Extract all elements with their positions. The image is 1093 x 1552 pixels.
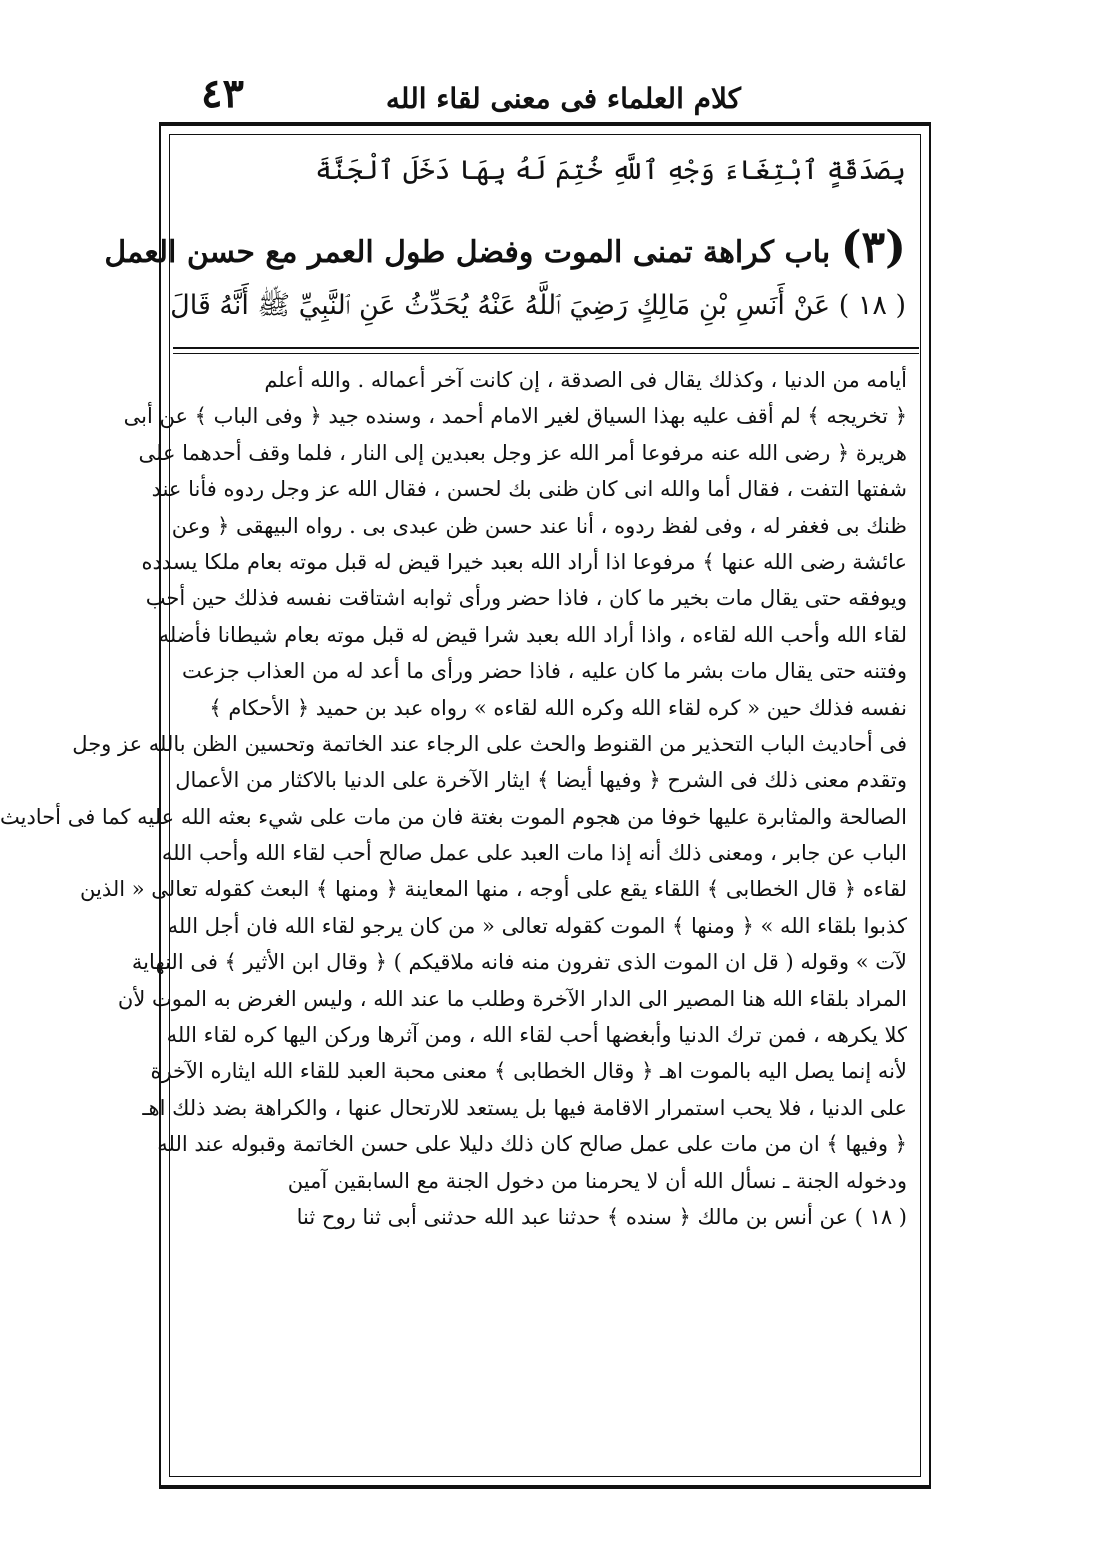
hadith-text-end: بِصَدَقَةٍ ٱبْتِغَاءَ وَجْهِ ٱللَّهِ خُتِمَ لَهُ بِهَا دَخَلَ ٱلْجَنَّةَ [315,155,906,186]
commentary-line: المراد بلقاء الله هنا المصير الى الدار الآخرة وطلب ما عند الله ، وليس الغرض به الموت لأن [117,986,907,1011]
page-header [151,70,971,130]
commentary-line: شفتها التفت ، فقال أما والله انى كان ظنى بك لحسن ، فقال الله عز وجل ردوه فأنا عند [151,477,907,502]
chapter-number: (٣) [840,222,906,273]
commentary-line: لآت » وقوله ( قل ان الموت الذى تفرون منه فانه ملاقيكم ) ﴿ وقال ابن الأثير ﴾ فى النهاية [131,950,907,975]
chapter-title: باب كراهة تمنى الموت وفضل طول العمر مع حسن العمل [104,235,831,270]
commentary-line: وفتنه حتى يقال مات بشر ما كان عليه ، فاذا حضر ورأى ما أعد له من العذاب جزعت [181,659,907,684]
commentary-line: لقاءه ﴿ قال الخطابى ﴾ اللقاء يقع على أوجه ، منها المعاينة ﴿ ومنها ﴾ البعث كقوله تعالى « الذين [80,877,907,902]
hadith-text-start: ( ١٨ ) عَنْ أَنَسِ بْنِ مَالِكٍ رَضِيَ ٱللَّهُ عَنْهُ يُحَدِّثُ عَنِ ٱلنَّبِيِّ ﷺ أَنَّهُ قَالَ [170,290,906,321]
commentary-line: ﴿ تخريجه ﴾ لم أقف عليه بهذا السياق لغير الامام أحمد ، وسنده جيد ﴿ وفى الباب ﴾ عن أبى [123,404,907,429]
chapter-heading [104,222,906,273]
commentary-line: لقاء الله وأحب الله لقاءه ، واذا أراد الله بعبد شرا قيض له قبل موته بعام شيطانا فأضله [158,622,907,647]
commentary-line: ظنك بى فغفر له ، وفى لفظ ردوه ، أنا عند حسن ظن عبدى بى . رواه البيهقى ﴿ وعن [171,513,907,538]
commentary-line: الصالحة والمثابرة عليها خوفا من هجوم الموت بغتة فان من مات على شيء بعثه الله عليه كما فى أحاديث [0,804,907,829]
page-number: ٤٣ [201,70,244,117]
commentary-line: فى أحاديث الباب التحذير من القنوط والحث على الرجاء عند الخاتمة وتحسين الظن بالله عز وجل [72,731,907,756]
commentary-line: وتقدم معنى ذلك فى الشرح ﴿ وفيها أيضا ﴾ ايثار الآخرة على الدنيا بالاكثار من الأعمال [175,768,907,793]
commentary-line: ﴿ وفيها ﴾ ان من مات على عمل صالح كان ذلك دليلا على حسن الخاتمة وقبوله عند الله [157,1132,907,1157]
running-title: كلام العلماء فى معنى لقاء الله [385,82,741,115]
commentary-line: ودخوله الجنة ـ نسأل الله أن لا يحرمنا من دخول الجنة مع السابقين آمين [287,1168,907,1193]
commentary-line: ( ١٨ ) عن أنس بن مالك ﴿ سنده ﴾ حدثنا عبد الله حدثنى أبى ثنا روح ثنا [296,1204,907,1229]
commentary-line: كذبوا بلقاء الله » ﴿ ومنها ﴾ الموت كقوله تعالى « من كان يرجو لقاء الله فان أجل الله [167,913,907,938]
commentary-line: كلا يكرهه ، فمن ترك الدنيا وأبغضها أحب لقاء الله ، ومن آثرها وركن اليها كره لقاء الله [166,1023,907,1048]
commentary-line: هريرة ﴿ رضى الله عنه مرفوعا أمر الله عز وجل بعبدين إلى النار ، فلما وقف أحدهما على [138,440,907,465]
commentary [0,362,907,1235]
commentary-line: ويوفقه حتى يقال مات بخير ما كان ، فاذا حضر ورأى ثوابه اشتاقت نفسه فذلك حين أحب [145,586,907,611]
commentary-line: الباب عن جابر ، ومعنى ذلك أنه إذا مات العبد على عمل صالح أحب لقاء الله وأحب الله [161,841,907,866]
commentary-line: على الدنيا ، فلا يحب استمرار الاقامة فيها بل يستعد للارتحال عنها ، والكراهة بضد ذلك اهـ [142,1095,907,1120]
commentary-line: أيامه من الدنيا ، وكذلك يقال فى الصدقة ، إن كانت آخر أعماله . والله أعلم [264,368,907,392]
commentary-line: لأنه إنما يصل اليه بالموت اهـ ﴿ وقال الخطابى ﴾ معنى محبة العبد للقاء الله ايثاره الآخرة [150,1059,907,1084]
commentary-line: نفسه فذلك حين « كره لقاء الله وكره الله لقاءه » رواه عبد بن حميد ﴿ الأحكام ﴾ [209,695,907,720]
commentary-line: عائشة رضى الله عنها ﴾ مرفوعا اذا أراد الله بعبد خيرا قيض له قبل موته بعام ملكا يسدده [141,549,907,574]
section-divider [173,347,919,354]
